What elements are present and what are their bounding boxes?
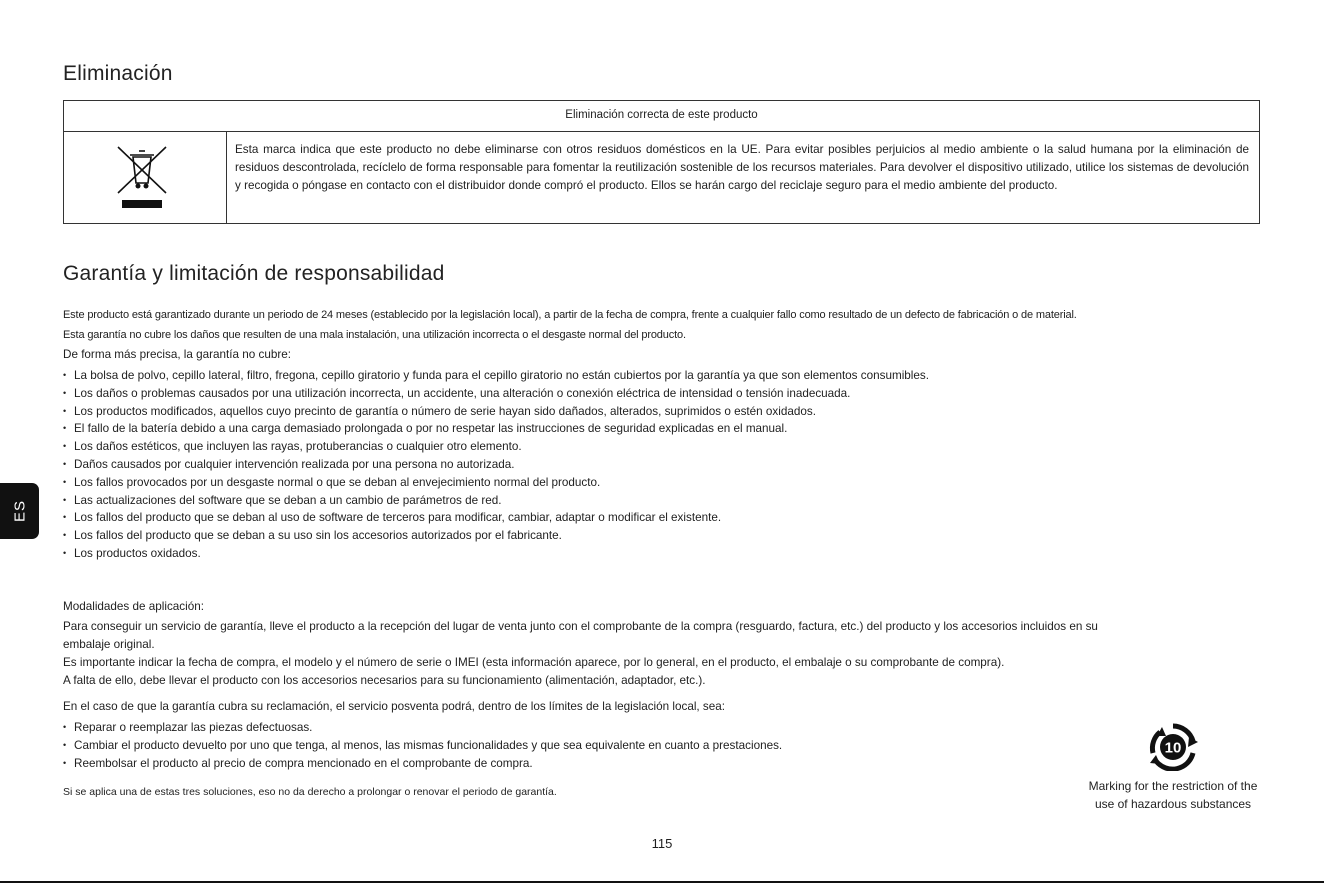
list-item: • Reparar o reemplazar las piezas defectuosas.: [63, 719, 782, 737]
disposal-table: [63, 100, 1260, 224]
modalities-paragraph-3: A falta de ello, debe llevar el producto con los accesorios necesarios para su funcionamiento (alimentación, adaptador, etc.).: [63, 674, 706, 687]
list-item: • Los daños o problemas causados por una utilización incorrecta, un accidente, una alteración o conexión eléctrica de intensidad o tensión inadecuada.: [63, 385, 929, 403]
page-number: 115: [651, 836, 673, 851]
efup-number: 10: [1164, 739, 1182, 757]
warranty-title: Garantía y limitación de responsabilidad: [63, 262, 445, 285]
efup-10-years-icon: [1148, 723, 1198, 771]
list-item: • Los fallos del producto que se deban a su uso sin los accesorios autorizados por el fabricante.: [63, 527, 929, 545]
disposal-icon-cell: [64, 132, 227, 223]
list-item: • Las actualizaciones del software que se deban a un cambio de parámetros de red.: [63, 492, 929, 510]
list-item: • Reembolsar el producto al precio de compra mencionado en el comprobante de compra.: [63, 755, 782, 773]
disposal-text: Esta marca indica que este producto no debe eliminarse con otros residuos domésticos en la UE. Para evitar posibles perjuicios al medio ambiente o la salud humana por la eliminación de residuos descontrolada, recíclelo de forma responsable para fomentar la reutilización sostenible de los recursos materiales. Para devolver el dispositivo utilizado, utilice los sistemas de devolución y recogida o póngase en contacto con el distribuidor donde compró el producto. Ellos se harán cargo del reciclaje seguro para el medio ambiente del producto.: [235, 143, 1249, 192]
list-item: • Daños causados por cualquier intervención realizada por una persona no autorizada.: [63, 456, 929, 474]
disposal-table-row: [64, 132, 1259, 223]
warranty-intro-2: Esta garantía no cubre los daños que resulten de una mala instalación, una utilización incorrecta o el desgaste normal del producto.: [63, 329, 686, 341]
service-intro: En el caso de que la garantía cubra su reclamación, el servicio posventa podrá, dentro de los límites de la legislación local, sea:: [63, 700, 726, 713]
rohs-caption-line-1: Marking for the restriction of the: [1088, 779, 1258, 793]
modalities-heading: Modalidades de aplicación:: [63, 600, 204, 613]
not-covered-list: [63, 367, 929, 563]
list-item: • Los daños estéticos, que incluyen las rayas, protuberancias o cualquier otro elemento.: [63, 438, 929, 456]
list-item: • Los productos oxidados.: [63, 545, 929, 563]
rohs-caption: [1068, 777, 1278, 813]
modalities-paragraph-1: Para conseguir un servicio de garantía, lleve el producto a la recepción del lugar de venta junto con el comprobante de la compra (resguardo, factura, etc.) del producto y los accesorios incluidos en su: [63, 620, 1098, 633]
list-item: • Los fallos provocados por un desgaste normal o que se deban al envejecimiento normal del producto.: [63, 474, 929, 492]
disposal-table-header: Eliminación correcta de este producto: [64, 101, 1259, 132]
not-covered-heading: De forma más precisa, la garantía no cubre:: [63, 348, 292, 361]
list-item: • Cambiar el producto devuelto por uno que tenga, al menos, las mismas funcionalidades y que sea equivalente en cuanto a prestaciones.: [63, 737, 782, 755]
language-tab-label: ES: [11, 499, 28, 523]
list-item: • La bolsa de polvo, cepillo lateral, filtro, fregona, cepillo giratorio y funda para el cepillo giratorio no están cubiertos por la garantía ya que son elementos consumibles.: [63, 367, 929, 385]
language-tab: [0, 483, 39, 539]
weee-bar: [122, 200, 162, 208]
service-options-list: [63, 719, 782, 772]
rohs-caption-line-2: use of hazardous substances: [1094, 797, 1252, 811]
list-item: • Los fallos del producto que se deban al uso de software de terceros para modificar, cambiar, adaptar o modificar el existente.: [63, 509, 929, 527]
crossed-out-wheelie-bin-icon: [116, 145, 168, 195]
list-item: • El fallo de la batería debido a una carga demasiado prolongada o por no respetar las instrucciones de seguridad explicadas en el manual.: [63, 420, 929, 438]
warranty-intro-1: Este producto está garantizado durante un periodo de 24 meses (establecido por la legislación local), a partir de la fecha de compra, frente a cualquier fallo como resultado de un defecto de fabricación o de material.: [63, 309, 1077, 321]
modalities-paragraph-1-cont: embalaje original.: [63, 638, 155, 651]
modalities-paragraph-2: Es importante indicar la fecha de compra, el modelo y el número de serie o IMEI (esta información aparece, por lo general, en el producto, el embalaje o su comprobante de compra).: [63, 656, 1005, 669]
disposal-title: Eliminación: [63, 62, 173, 85]
warranty-footnote: Si se aplica una de estas tres soluciones, eso no da derecho a prolongar o renovar el periodo de garantía.: [63, 786, 557, 798]
list-item: • Los productos modificados, aquellos cuyo precinto de garantía o número de serie hayan sido dañados, alterados, suprimidos o estén oxidados.: [63, 403, 929, 421]
